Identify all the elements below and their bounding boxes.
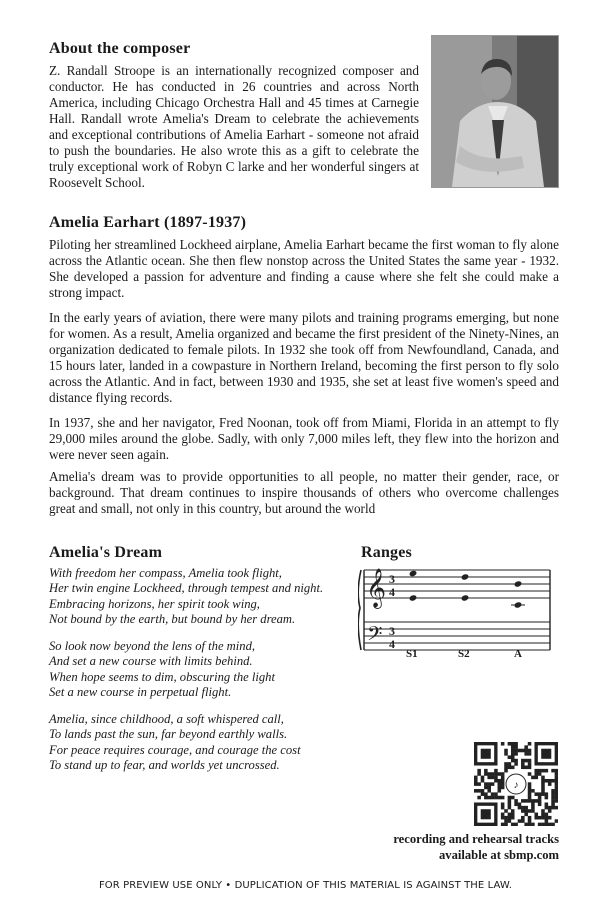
- poem-line: Amelia, since childhood, a soft whispered call,: [49, 712, 284, 726]
- svg-text:♪: ♪: [513, 780, 519, 791]
- amelia-paragraph-2: In the early years of aviation, there were many pilots and training programs emerging, but none for women. As a result, Amelia organized and became the first president of the Ninety-Nines, an organization dedicated to female pilots. In 1932 she took off from Newfoundland, Canada, and 15 hours later, landed in a cowpasture in Northern Ireland, becoming the first person to fly solo across the Atlantic. And in fact, between 1930 and 1935, she set at least five women's speed and distance flying records.: [49, 310, 559, 405]
- time-sig-top: 3: [389, 572, 395, 586]
- poem-line: Set a new course in perpetual flight.: [49, 685, 232, 700]
- poem-line: For peace requires courage, and courage the cost: [49, 742, 301, 757]
- poem-line: And set a new course with limits behind.: [49, 654, 253, 669]
- amelia-paragraph-3: In 1937, she and her navigator, Fred Noonan, took off from Miami, Florida in an attempt to fly 29,000 miles around the globe. Sadly, with only 7,000 miles left, they flew into the horizon and were never seen again.: [49, 415, 559, 462]
- poem-stanza-3: [49, 712, 301, 774]
- poem-line: When hope seems to dim, obscuring the light: [49, 669, 275, 684]
- voice-label-s2: S2: [458, 648, 470, 660]
- qr-code-icon[interactable]: [474, 742, 558, 826]
- poem-stanza-2: [49, 639, 275, 701]
- amelia-heading: Amelia Earhart (1897-1937): [49, 214, 247, 231]
- about-text: Z. Randall Stroope is an internationally recognized composer and conductor. He has conducted in 26 countries and across North America, including Chicago Orchestra Hall and 45 times at Carnegie Hall. Randall wrote Amelia's Dream to celebrate the achievements and exceptional contributions of Amelia Earhart - someone not afraid to push the boundaries. He also wrote this as a gift to celebrate the truly exceptional work of Robyn C larke and her wonderful singers at Roosevelt School.: [49, 63, 419, 190]
- about-heading: About the composer: [49, 40, 191, 57]
- voice-label-s1: S1: [406, 648, 418, 660]
- amelia-paragraph-1: Piloting her streamlined Lockheed airplane, Amelia Earhart became the first woman to fly alone across the Atlantic ocean. She then flew nonstop across the United States the same year - 1932. She developed a passion for adventure and finding a cause where she felt she could make a strong impact.: [49, 237, 559, 300]
- poem-line: To stand up to fear, and worlds yet uncrossed.: [49, 758, 280, 773]
- poem-line: Embracing horizons, her spirit took wing,: [49, 596, 260, 611]
- poem-line: With freedom her compass, Amelia took flight,: [49, 566, 282, 580]
- bass-clef-icon: 𝄢: [367, 622, 383, 650]
- treble-clef-icon: 𝄞: [366, 568, 387, 608]
- tracks-line-2: available at sbmp.com: [439, 848, 559, 862]
- ranges-heading: Ranges: [361, 544, 412, 561]
- amelia-paragraph-4: Amelia's dream was to provide opportunities to all people, no matter their gender, race, or background. That dream continues to inspire thousands of others who overcome challenges great and small, not only in this country, but around the world: [49, 469, 559, 516]
- poem-line: To lands past the sun, far beyond earthly walls.: [49, 727, 288, 742]
- poem-heading: Amelia's Dream: [49, 544, 163, 561]
- time-sig-top: 3: [389, 624, 395, 638]
- poem-line: So look now beyond the lens of the mind,: [49, 639, 256, 653]
- tracks-info: [340, 831, 559, 863]
- poem-line: Not bound by the earth, but bound by her dream.: [49, 612, 296, 627]
- composer-photo: [431, 35, 559, 188]
- voice-label-a: A: [514, 648, 522, 660]
- time-sig-bottom: 4: [389, 637, 395, 651]
- preview-footer: FOR PREVIEW USE ONLY • DUPLICATION OF THIS MATERIAL IS AGAINST THE LAW.: [98, 880, 513, 891]
- poem-line: Her twin engine Lockheed, through tempest and night.: [49, 581, 324, 596]
- tracks-line-1: recording and rehearsal tracks: [393, 832, 559, 846]
- poem-stanza-1: [49, 566, 323, 628]
- time-sig-bottom: 4: [389, 585, 395, 599]
